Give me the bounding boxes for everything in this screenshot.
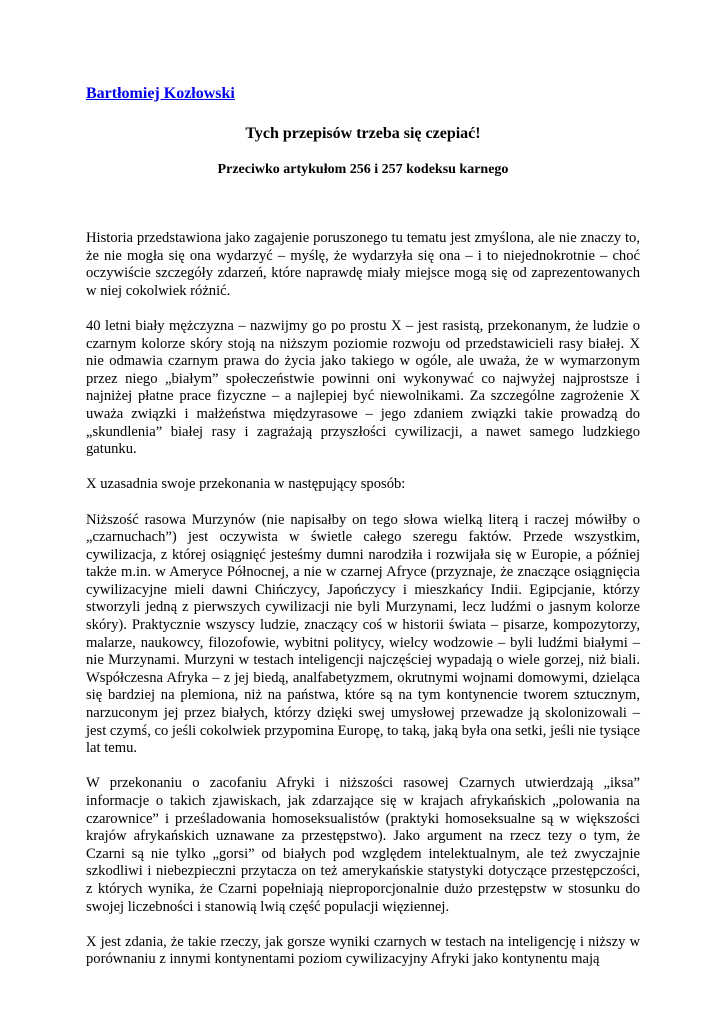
document-title: Tych przepisów trzeba się czepiać! [245, 125, 481, 142]
document-subtitle: Przeciwko artykułom 256 i 257 kodeksu karnego [217, 162, 509, 177]
paragraph-2: 40 letni biały mężczyzna – nazwijmy go po prostu X – jest rasistą, przekonanym, że ludzie o czarnym kolorze skóry stoją na niższym poziomie rozwoju od przedstawicieli rasy białej. X nie odmawia czarnym prawa do życia jako takiego w ogóle, ale uważa, że w wymarzonym przez niego „białym” społeczeństwie powinni oni wykonywać co najwyżej najprostsze i najniżej płatne prace fizyczne – a najlepiej być niewolnikami. Za szczególne zagrożenie X uważa związki i małżeństwa międzyrasowe – jego zdaniem związki takie prowadzą do „skundlenia” białej rasy i zagrażają przyszłości cywilizacji, a nawet samego ludzkiego gatunku. [86, 317, 640, 458]
paragraph-1: Historia przedstawiona jako zagajenie poruszonego tu tematu jest zmyślona, ale nie znaczy to, że nie mogła się ona wydarzyć – myślę, że wydarzyła się ona – i to niejednokrotnie – choć oczywiście szczegóły zdarzeń, które naprawdę miały miejsce mogą się od zaprezentowanych w niej cokolwiek różnić. [86, 230, 640, 299]
author-link[interactable]: Bartłomiej Kozłowski [86, 85, 235, 102]
paragraph-6: X jest zdania, że takie rzeczy, jak gorsze wyniki czarnych w testach na inteligencję i niższy w porównaniu z innymi kontynentami poziom cywilizacyjny Afryki jako kontynentu mają [86, 933, 640, 968]
document-page [86, 84, 640, 987]
paragraph-4: Niższość rasowa Murzynów (nie napisałby on tego słowa wielką literą i raczej mówiłby o „czarnuchach”) jest oczywista w świetle całego szeregu faktów. Przede wszystkim, cywilizacja, z której osiągnięć jesteśmy dumni narodziła i rozwijała się w Europie, a później także m.in. w Ameryce Północnej, a nie w czarnej Afryce (przyznaje, że znaczące osiągnięcia cywilizacyjne mieli dawni Chińczycy, Japończycy i mieszkańcy Indii. Egipcjanie, którzy stworzyli jedną z pierwszych cywilizacji nie byli Murzynami, lecz ludźmi o jasnym kolorze skóry). Praktycznie wszyscy ludzie, znaczący coś w historii świata – pisarze, kompozytorzy, malarze, naukowcy, filozofowie, wybitni politycy, wielcy wodzowie – byli ludźmi białymi – nie Murzynami. Murzyni w testach inteligencji najczęściej wypadają o wiele gorzej, niż biali. Współczesna Afryka – z jej biedą, analfabetyzmem, okrutnymi wojnami domowymi, dzieląca się bardziej na plemiona, niż na państwa, które są na tym kontynencie tworem sztucznym, narzuconym jej przez białych, którzy dzięki swej umysłowej przewadze ją skolonizowali – jest czymś, co jeśli cokolwiek przypomina Europę, to taką, jaką była ona setki, jeśli nie tysiące lat temu. [86, 511, 640, 757]
paragraph-3: X uzasadnia swoje przekonania w następujący sposób: [86, 476, 406, 493]
paragraph-5: W przekonaniu o zacofaniu Afryki i niższości rasowej Czarnych utwierdzają „iksa” informacje o takich zjawiskach, jak zdarzające się w krajach afrykańskich „polowania na czarownice” i prześladowania homoseksualistów (praktyki homoseksualne są w większości krajów afrykańskich uznawane za przestępstwo). Jako argument na rzecz tezy o tym, że Czarni są nie tylko „gorsi” od białych pod względem intelektualnym, ale też zwyczajnie szkodliwi i niebezpieczni przytacza on też amerykańskie statystyki dotyczące przestępczości, z których wynika, że Czarni popełniają nieproporcjonalnie dużo przestępstw w stosunku do swojej liczebności i stanowią lwią część populacji więziennej. [86, 775, 640, 915]
document-body [86, 230, 640, 969]
